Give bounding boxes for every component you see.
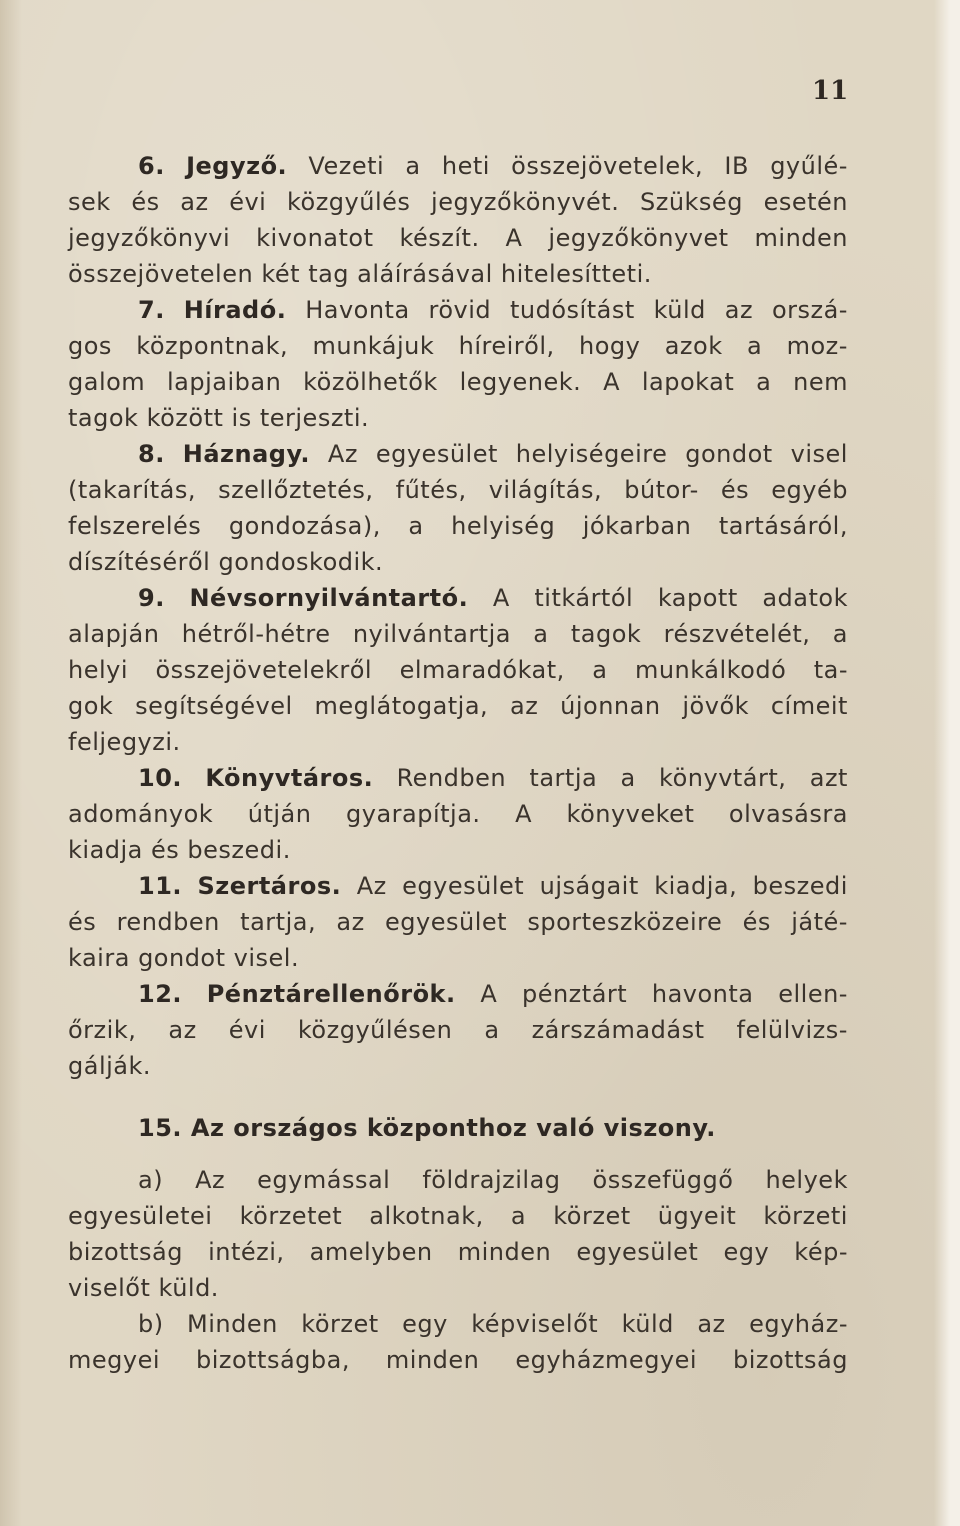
text-line: alapján hétről-hétre nyilvántartja a tagok részvételét, a	[68, 620, 848, 648]
section-paragraph	[68, 1162, 848, 1306]
page-number: 11	[812, 76, 849, 106]
text-line: feljegyzi.	[68, 728, 181, 756]
paragraph	[68, 580, 848, 760]
text-line: helyi összejövetelekről elmaradókat, a munkálkodó ta-	[68, 656, 848, 684]
paragraph	[68, 760, 848, 868]
text-line: kaira gondot visel.	[68, 944, 300, 972]
text-line: gok segítségével meglátogatja, az újonnan jövők címeit	[68, 692, 848, 720]
text-line: bizottság intézi, amelyben minden egyesület egy kép-	[68, 1238, 848, 1266]
text-line: adományok útján gyarapítja. A könyveket olvasásra	[68, 800, 848, 828]
text-line: a) Az egymással földrajzilag összefüggő helyek	[138, 1166, 848, 1194]
text-line: és rendben tartja, az egyesület sporteszközeire és játé-	[68, 908, 848, 936]
section-heading	[68, 1110, 848, 1146]
paragraph	[68, 868, 848, 976]
text-line: kiadja és beszedi.	[68, 836, 291, 864]
text-line: tagok között is terjeszti.	[68, 404, 370, 432]
text-line: 7. Híradó. Havonta rövid tudósítást küld az orszá-	[138, 296, 848, 324]
text-line: 8. Háznagy. Az egyesület helyiségeire gondot visel	[138, 440, 848, 468]
text-line: galom lapjaiban közölhetők legyenek. A lapokat a nem	[68, 368, 848, 396]
text-line: jegyzőkönyvi kivonatot készít. A jegyzőkönyvet minden	[68, 224, 848, 252]
paragraph	[68, 148, 848, 292]
page-shadow-left	[0, 0, 22, 1526]
text-line: 11. Szertáros. Az egyesület ujságait kiadja, beszedi	[138, 872, 848, 900]
text-line: gálják.	[68, 1052, 152, 1080]
section-paragraph	[68, 1306, 848, 1378]
text-line: 6. Jegyző. Vezeti a heti összejövetelek, IB gyűlé-	[138, 152, 848, 180]
section-heading-text: 15. Az országos központhoz való viszony.	[138, 1114, 716, 1142]
text-line: összejövetelen két tag aláírásával hitelesítteti.	[68, 260, 652, 288]
text-line: b) Minden körzet egy képviselőt küld az egyház-	[138, 1310, 848, 1338]
text-line: megyei bizottságba, minden egyházmegyei bizottság	[68, 1346, 848, 1374]
text-line: (takarítás, szellőztetés, fűtés, világítás, bútor- és egyéb	[68, 476, 848, 504]
text-line: őrzik, az évi közgyűlésen a zárszámadást felülvizs-	[68, 1016, 848, 1044]
text-line: 12. Pénztárellenőrök. A pénztárt havonta ellen-	[138, 980, 848, 1008]
text-line: 9. Névsornyilvántartó. A titkártól kapott adatok	[138, 584, 848, 612]
text-line: egyesületei körzetet alkotnak, a körzet ügyeit körzeti	[68, 1202, 848, 1230]
text-line: sek és az évi közgyűlés jegyzőkönyvét. Szükség esetén	[68, 188, 848, 216]
text-line: 10. Könyvtáros. Rendben tartja a könyvtárt, azt	[138, 764, 848, 792]
text-line: gos központnak, munkájuk híreiről, hogy azok a moz-	[68, 332, 848, 360]
text-line: viselőt küld.	[68, 1274, 219, 1302]
text-line: díszítéséről gondoskodik.	[68, 548, 384, 576]
page-edge-right	[934, 0, 960, 1526]
paragraph	[68, 436, 848, 580]
paragraph	[68, 976, 848, 1084]
paragraph	[68, 292, 848, 436]
body-text	[68, 148, 848, 1378]
text-line: felszerelés gondozása), a helyiség jókarban tartásáról,	[68, 512, 848, 540]
